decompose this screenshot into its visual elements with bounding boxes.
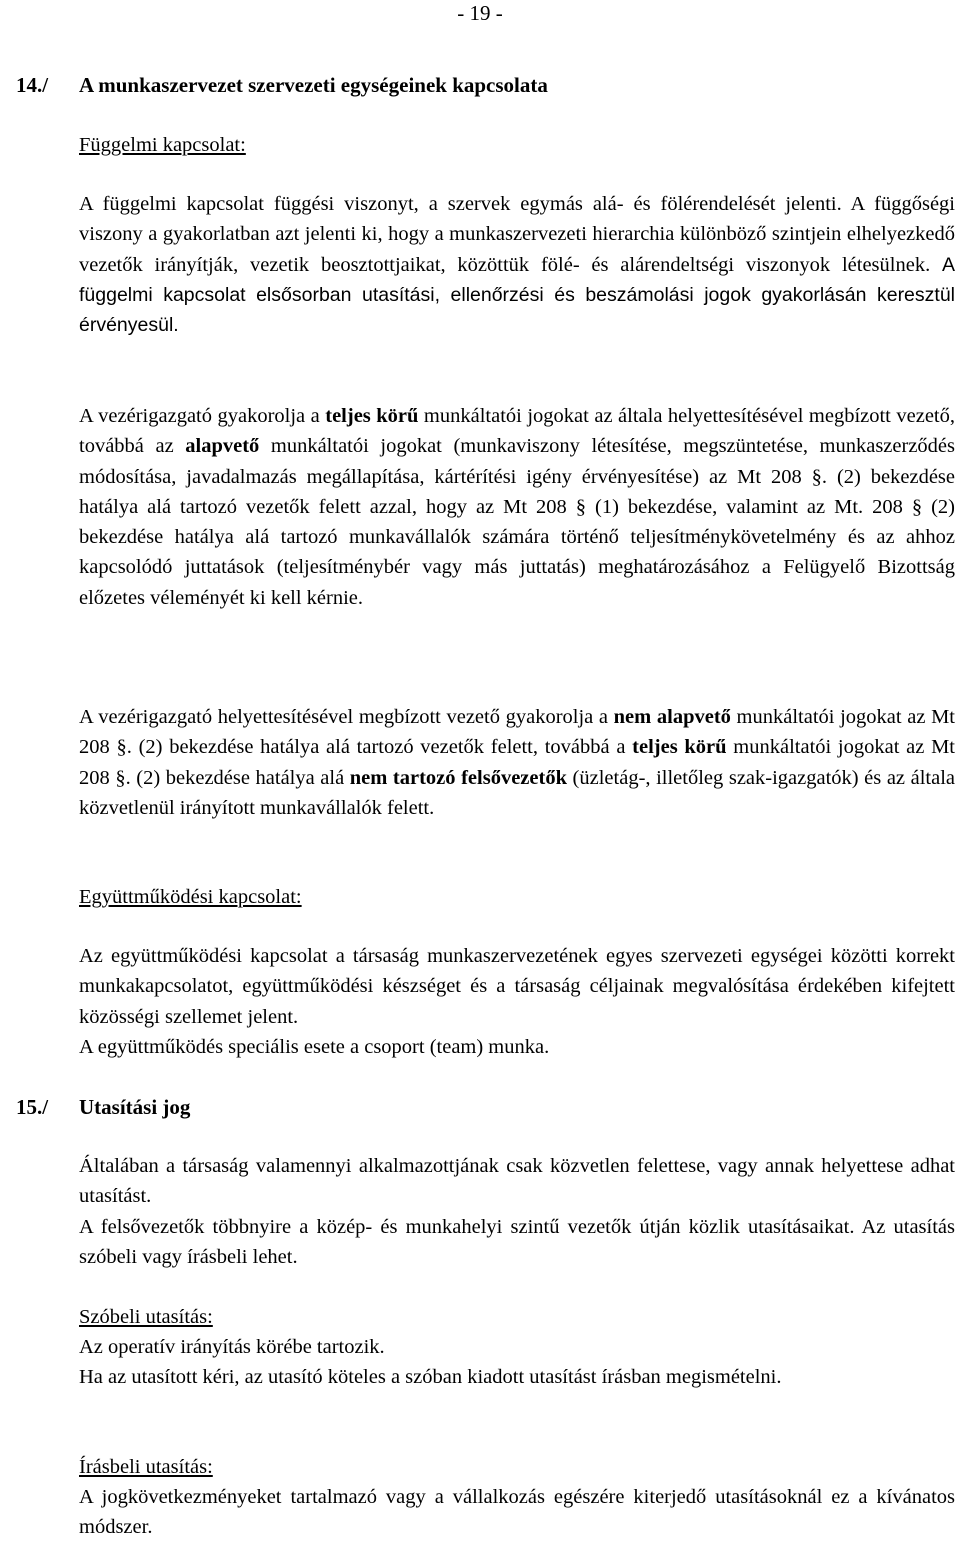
- paragraph-text: A felsővezetők többnyire a közép- és munkahelyi szintű vezetők útján közlik utasításaikat. Az utasítás szóbeli vagy írásbeli lehet.: [79, 1215, 955, 1268]
- subheading-fuggelmi: Függelmi kapcsolat:: [79, 134, 246, 156]
- bold-run: nem tartozó felsővezetők: [349, 766, 567, 789]
- text-run: A vezérigazgató gyakorolja a: [79, 405, 326, 427]
- section-14-title: A munkaszervezet szervezeti egységeinek kapcsolata: [79, 73, 548, 97]
- text-run: munkáltatói jogokat (munkaviszony létesítése, megszüntetése, munkaszerződés módosítása, javadalmazás megállapítása, kártérítési igény érvényesítése) az Mt 208 §. (2) bekezdése hatálya alá tartozó vezetők felett azzal, hogy az Mt 208 § (1) bekezdése, valamint az Mt. 208 § (2) bekezdése hatálya alá tartozó munkavállalók számára történő teljesítménykövetelmény és az ahhoz kapcsolódó juttatások (teljesítménybér vagy más juttatás) meghatározásához a Felügyelő Bizottság előzetes véleményét ki kell kérnie.: [79, 435, 956, 609]
- paragraph-fuggelmi-text: A függelmi kapcsolat függési viszonyt, a szervek egymás alá- és fölérendelését jelenti. A függőségi viszony a gyakorlatban azt jelenti ki, hogy a munkaszervezeti hierarchia különböző szintjein elhelyezkedő vezetők irányítják, vezetik beosztottjaikat, közöttük fölé- és alárendeltségi viszonyok létesülnek.: [79, 193, 955, 276]
- paragraph-helyettes: [79, 702, 955, 823]
- paragraph-fuggelmi: [79, 189, 955, 340]
- paragraph-irasbeli: A jogkövetkezményeket tartalmazó vagy a vállalkozás egészére kiterjedő utasításoknál ez a kívánatos módszer.: [79, 1486, 955, 1539]
- page-number: - 19 -: [457, 1, 503, 25]
- paragraph-egyuttmukodesi: [79, 941, 955, 1062]
- text-run: (üzletág-, illetőleg szak-igazgatók) és az általa közvetlenül irányított munkavállalók felett.: [79, 766, 955, 819]
- bold-run: alapvető: [185, 435, 260, 458]
- bold-run: nem alapvető: [613, 706, 731, 728]
- section-15-number: 15./: [16, 1095, 49, 1119]
- bold-run: teljes körű: [632, 736, 727, 759]
- text-run: munkáltatói jogokat az Mt 208 §. (2) bekezdése hatálya alá tartozó vezetők felett, továbbá a: [79, 706, 955, 759]
- text-run: munkáltatói jogokat az általa helyettesítésével megbízott vezető, továbbá az: [79, 405, 955, 458]
- bold-run: teljes körű: [325, 405, 419, 427]
- text-run: A vezérigazgató helyettesítésével megbízott vezető gyakorolja a: [79, 706, 614, 728]
- paragraph-vezerigazgato: [79, 401, 955, 613]
- paragraph-text: Ha az utasított kéri, az utasító köteles a szóban kiadott utasítást írásban megismételni.: [79, 1366, 782, 1389]
- section-15-title: Utasítási jog: [79, 1095, 191, 1119]
- text-run: munkáltatói jogokat az Mt 208 §. (2) bekezdése hatálya alá: [79, 736, 955, 789]
- subheading-szobeli: Szóbeli utasítás:: [79, 1306, 213, 1328]
- subheading-egyuttmukodesi: Együttműködési kapcsolat:: [79, 886, 302, 908]
- subheading-irasbeli: Írásbeli utasítás:: [79, 1456, 213, 1478]
- paragraph-altalaban: [79, 1151, 955, 1272]
- section-14-number: 14./: [16, 73, 49, 97]
- paragraph-text: Az együttműködési kapcsolat a társaság munkaszervezetének egyes szervezeti egységei közötti korrekt munkakapcsolatot, együttműködési készséget és a társaság céljainak megvalósítása érdekében kifejtett közösségi szellemet jelent.: [79, 945, 955, 1028]
- paragraph-text: Általában a társaság valamennyi alkalmazottjának csak közvetlen felettese, vagy annak helyettese adhat utasítást.: [79, 1155, 955, 1208]
- paragraph-fuggelmi-text-sans: A függelmi kapcsolat elsősorban utasítási, ellenőrzési és beszámolási jogok gyakorlásán keresztül érvényesül.: [79, 253, 956, 337]
- paragraph-szobeli: [79, 1332, 955, 1393]
- paragraph-text: A együttműködés speciális esete a csoport (team) munka.: [79, 1035, 550, 1058]
- paragraph-text: Az operatív irányítás körébe tartozik.: [79, 1336, 385, 1358]
